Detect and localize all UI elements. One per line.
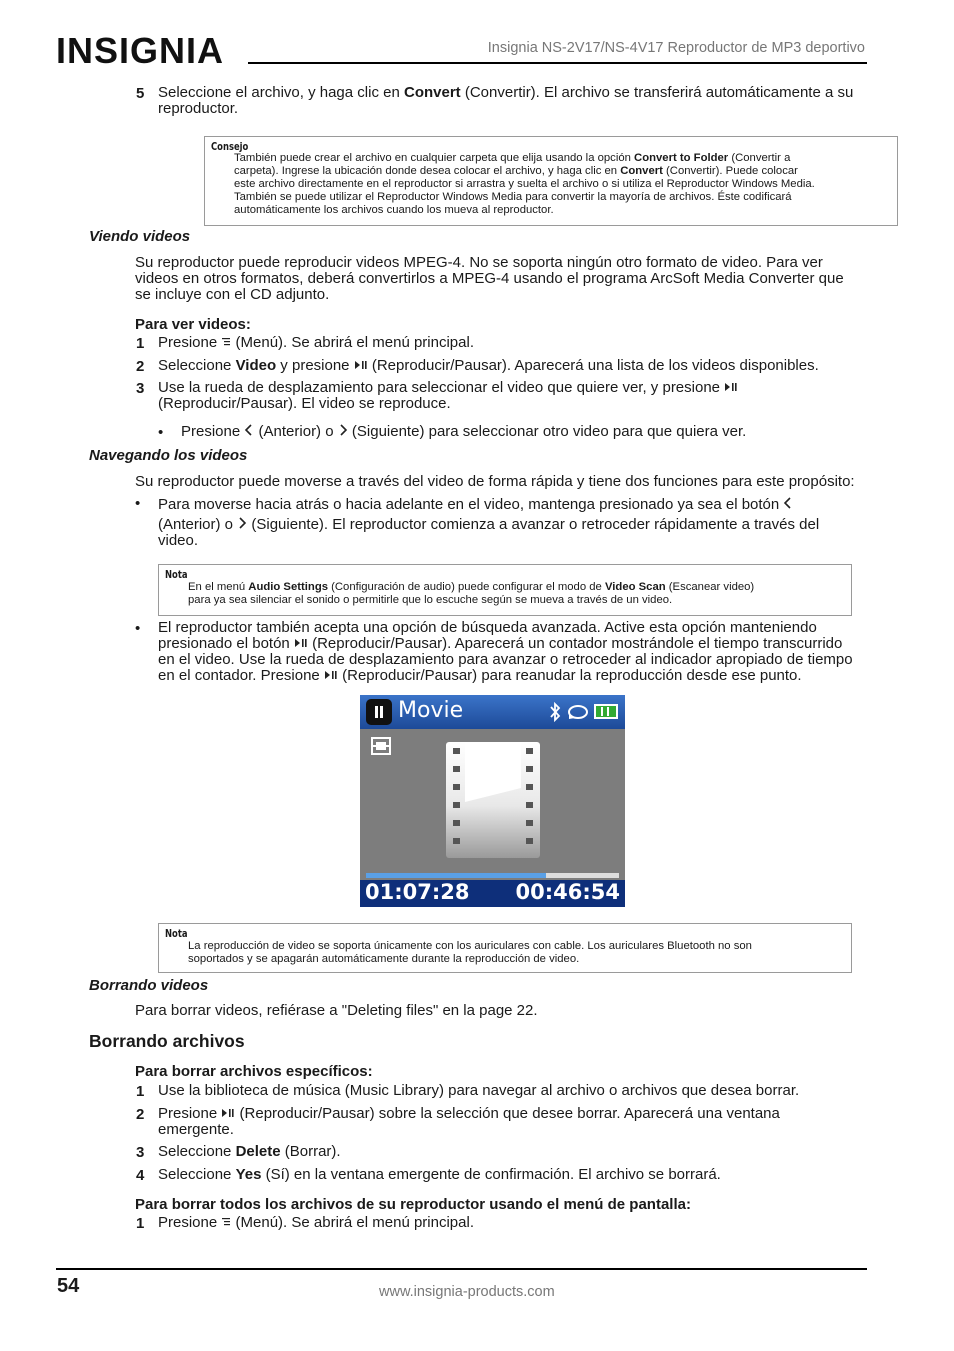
borrando-step-3: Seleccione Delete (Borrar). bbox=[158, 1143, 341, 1160]
progress-track bbox=[366, 873, 619, 878]
step-number: 3 bbox=[136, 380, 145, 397]
note-text: En el menú Audio Settings (Configuración de audio) puede configurar el modo de Video Scan (Escanear video) para ya sea silenciar el sonido o permitirle que lo escuche según se mueva a través de un video. bbox=[188, 581, 755, 606]
viendo-step-1: Presione (Menú). Se abrirá el menú principal. bbox=[158, 334, 474, 351]
section-heading-viendo: Viendo videos bbox=[89, 228, 191, 245]
footer-rule bbox=[56, 1268, 867, 1270]
elapsed-time: 01:07:28 bbox=[365, 880, 470, 904]
footer-url: www.insignia-products.com bbox=[379, 1284, 555, 1300]
next-icon bbox=[237, 515, 247, 535]
viendo-paragraph: Su reproductor puede reproducir videos MPEG-4. No se soporta ningún otro formato de video. Para ver videos en otros formatos, deberá convertirlos a MPEG-4 usando el programa ArcSoft Media Converter que se incluye con el CD adjunto. bbox=[135, 254, 844, 303]
section-heading-navegando: Navegando los videos bbox=[89, 447, 248, 464]
bullet: • bbox=[135, 620, 141, 637]
screen-header bbox=[360, 695, 625, 729]
play-pause-icon bbox=[724, 380, 738, 396]
step-number: 4 bbox=[136, 1167, 145, 1184]
section-heading-borrando-videos: Borrando videos bbox=[89, 977, 209, 994]
play-pause-icon bbox=[324, 668, 338, 684]
navegando-bullet-1: Para moverse hacia atrás o hacia adelante en el video, mantenga presionado ya sea el botón (Anterior) o (Siguiente). El reproductor comienza a avanzar o retroceder rápidamente a través del video. bbox=[158, 496, 820, 550]
progress-fill bbox=[366, 873, 546, 878]
header-rule bbox=[248, 62, 867, 64]
borrando-all-step-1: Presione (Menú). Se abrirá el menú principal. bbox=[158, 1214, 474, 1231]
section-heading-borrando-archivos: Borrando archivos bbox=[89, 1031, 245, 1051]
note-box bbox=[158, 564, 852, 616]
bullet: • bbox=[158, 424, 164, 441]
step-number: 2 bbox=[136, 358, 145, 375]
tip-text: También puede crear el archivo en cualquier carpeta que elija usando la opción Convert to Folder (Convertir a carpeta). Ingrese la ubicación donde desea colocar el archivo, y haga clic en Convert (Convertir). Puede colocar este archivo directamente en el reproductor si arrastra y suelta el archivo o si utiliza el Reproductor Windows Media. También se puede utilizar el Reproductor Windows Media para convertir la mayoría de archivos. Éste codificará automáticamente los archivos cuando los mueva al reproductor. bbox=[234, 152, 815, 216]
note-text: La reproducción de video se soporta únicamente con los auriculares con cable. Los auriculares Bluetooth no son soportados y se apagarán automáticamente durante la reproducción de video. bbox=[188, 940, 752, 965]
next-icon bbox=[338, 424, 348, 440]
step-number: 1 bbox=[136, 1083, 145, 1100]
borrando-videos-paragraph: Para borrar videos, refiérase a "Deleting files" en la page 22. bbox=[135, 1002, 538, 1019]
note-label: Nota bbox=[165, 568, 188, 581]
film-reel-icon bbox=[443, 740, 543, 865]
borrando-step-1: Use la biblioteca de música (Music Library) para navegar al archivo o archivos que desea borrar. bbox=[158, 1082, 800, 1099]
remaining-time: 00:46:54 bbox=[515, 880, 620, 904]
bullet: • bbox=[135, 495, 141, 512]
menu-icon bbox=[221, 1215, 231, 1231]
borrando-subheading-1: Para borrar archivos específicos: bbox=[135, 1063, 373, 1080]
note-box bbox=[158, 923, 852, 973]
tip-label: Consejo bbox=[211, 140, 249, 153]
page-number: 54 bbox=[57, 1275, 80, 1297]
repeat-icon bbox=[567, 704, 589, 725]
menu-icon bbox=[221, 335, 231, 351]
step-number: 1 bbox=[136, 335, 145, 352]
viendo-bullet: Presione (Anterior) o (Siguiente) para seleccionar otro video para que quiera ver. bbox=[181, 423, 747, 440]
step-number: 5 bbox=[136, 85, 145, 102]
screen-footer bbox=[360, 880, 625, 907]
borrando-step-2: Presione (Reproducir/Pausar) sobre la selección que desee borrar. Aparecerá una ventana emergente. bbox=[158, 1105, 780, 1139]
viendo-subheading: Para ver videos: bbox=[135, 316, 251, 333]
note-label: Nota bbox=[165, 927, 188, 940]
play-pause-icon bbox=[221, 1106, 235, 1122]
step-text: Seleccione el archivo, y haga clic en Convert (Convertir). El archivo se transferirá automáticamente a su reproductor. bbox=[158, 84, 854, 117]
brand-logo bbox=[56, 30, 232, 74]
battery-icon bbox=[594, 704, 618, 719]
play-pause-icon bbox=[294, 636, 308, 652]
viendo-step-3: Use la rueda de desplazamiento para seleccionar el video que quiere ver, y presione (Reproducir/Pausar). El video se reproduce. bbox=[158, 380, 738, 412]
tip-box bbox=[204, 136, 898, 226]
device-screen bbox=[360, 695, 625, 907]
borrando-step-4: Seleccione Yes (Sí) en la ventana emergente de confirmación. El archivo se borrará. bbox=[158, 1166, 721, 1183]
navegando-bullet-2: El reproductor también acepta una opción de búsqueda avanzada. Active esta opción manteniendo presionado el botón (Reproducir/Pausar). Aparecerá un contador mostrándole el tiempo transcurrido en el video. Use la rueda de desplazamiento para avanzar o retroceder al indicador apropiado de tiempo en el contador. Presione (Reproducir/Pausar) para reanudar la reproducción desde ese punto. bbox=[158, 619, 853, 685]
screen-title: Movie bbox=[398, 698, 464, 723]
brand-logo-text: INSIGNIA bbox=[56, 30, 224, 71]
borrando-subheading-2: Para borrar todos los archivos de su reproductor usando el menú de pantalla: bbox=[135, 1196, 691, 1213]
viendo-step-2: Seleccione Video y presione (Reproducir/Pausar). Aparecerá una lista de los videos disponibles. bbox=[158, 357, 819, 374]
film-small-icon bbox=[371, 737, 391, 760]
previous-icon bbox=[244, 424, 254, 440]
pause-icon bbox=[366, 699, 392, 725]
step-number: 3 bbox=[136, 1144, 145, 1161]
navegando-paragraph: Su reproductor puede moverse a través del video de forma rápida y tiene dos funciones para este propósito: bbox=[135, 473, 855, 490]
header-title: Insignia NS-2V17/NS-4V17 Reproductor de MP3 deportivo bbox=[487, 40, 865, 56]
bluetooth-icon bbox=[548, 702, 562, 727]
step-number: 1 bbox=[136, 1215, 145, 1232]
step-number: 2 bbox=[136, 1106, 145, 1123]
play-pause-icon bbox=[354, 358, 368, 374]
previous-icon bbox=[783, 495, 793, 515]
